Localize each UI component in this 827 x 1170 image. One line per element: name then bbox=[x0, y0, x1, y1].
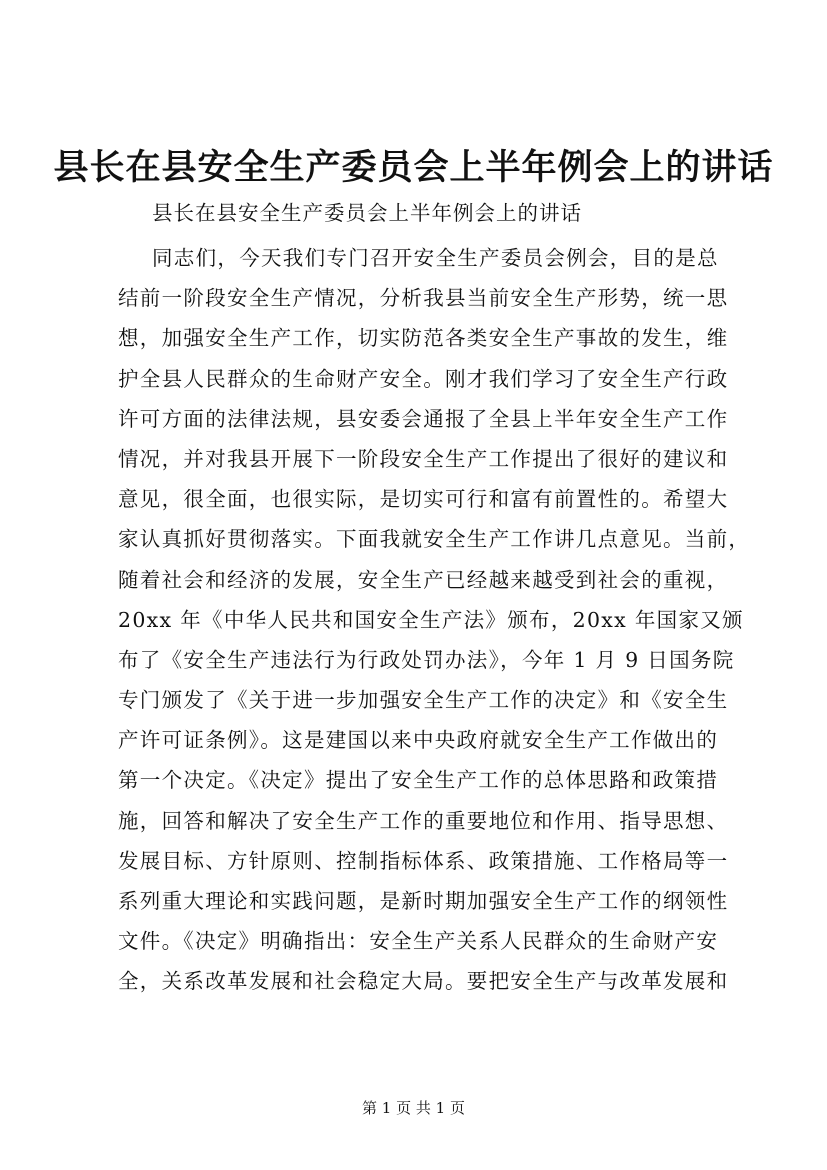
body-line: 布了《安全生产违法行为行政处罚办法》，今年 1 月 9 日国务院 bbox=[118, 647, 735, 672]
body-line: 意见，很全面，也很实际，是切实可行和富有前置性的。希望大 bbox=[118, 487, 729, 512]
body-line: 护全县人民群众的生命财产安全。刚才我们学习了安全生产行政 bbox=[118, 366, 729, 391]
body-line: 全，关系改革发展和社会稳定大局。要把安全生产与改革发展和 bbox=[118, 969, 729, 994]
body-line: 发展目标、方针原则、控制指标体系、政策措施、工作格局等一 bbox=[118, 848, 729, 873]
body-line: 许可方面的法律法规，县安委会通报了全县上半年安全生产工作 bbox=[118, 406, 729, 431]
document-title: 县长在县安全生产委员会上半年例会上的讲话 bbox=[53, 147, 774, 188]
body-line: 结前一阶段安全生产情况，分析我县当前安全生产形势，统一思 bbox=[118, 286, 729, 311]
body-line: 20xx 年《中华人民共和国安全生产法》颁布，20xx 年国家又颁 bbox=[118, 607, 744, 632]
body-line: 想，加强安全生产工作，切实防范各类安全生产事故的发生，维 bbox=[118, 326, 729, 351]
body-line: 同志们，今天我们专门召开安全生产委员会例会，目的是总 bbox=[152, 246, 719, 270]
body-line: 随着社会和经济的发展，安全生产已经越来越受到社会的重视， bbox=[118, 567, 729, 592]
body-line: 情况，并对我县开展下一阶段安全生产工作提出了很好的建议和 bbox=[118, 446, 729, 471]
body-line: 专门颁发了《关于进一步加强安全生产工作的决定》和《安全生 bbox=[118, 688, 729, 713]
body-line: 系列重大理论和实践问题，是新时期加强安全生产工作的纲领性 bbox=[118, 889, 729, 913]
body-line: 家认真抓好贯彻落实。下面我就安全生产工作讲几点意见。当前， bbox=[118, 527, 751, 552]
page-number-footer: 第 1 页 共 1 页 bbox=[362, 1099, 465, 1117]
document-subtitle: 县长在县安全生产委员会上半年例会上的讲话 bbox=[152, 201, 582, 225]
document-body bbox=[118, 238, 758, 1002]
body-line: 产许可证条例》。这是建国以来中央政府就安全生产工作做出的 bbox=[118, 728, 719, 753]
body-line: 第一个决定。《决定》提出了安全生产工作的总体思路和政策措 bbox=[118, 768, 719, 793]
body-line: 文件。《决定》明确指出：安全生产关系人民群众的生命财产安 bbox=[118, 929, 719, 954]
body-line: 施，回答和解决了安全生产工作的重要地位和作用、指导思想、 bbox=[118, 808, 729, 833]
